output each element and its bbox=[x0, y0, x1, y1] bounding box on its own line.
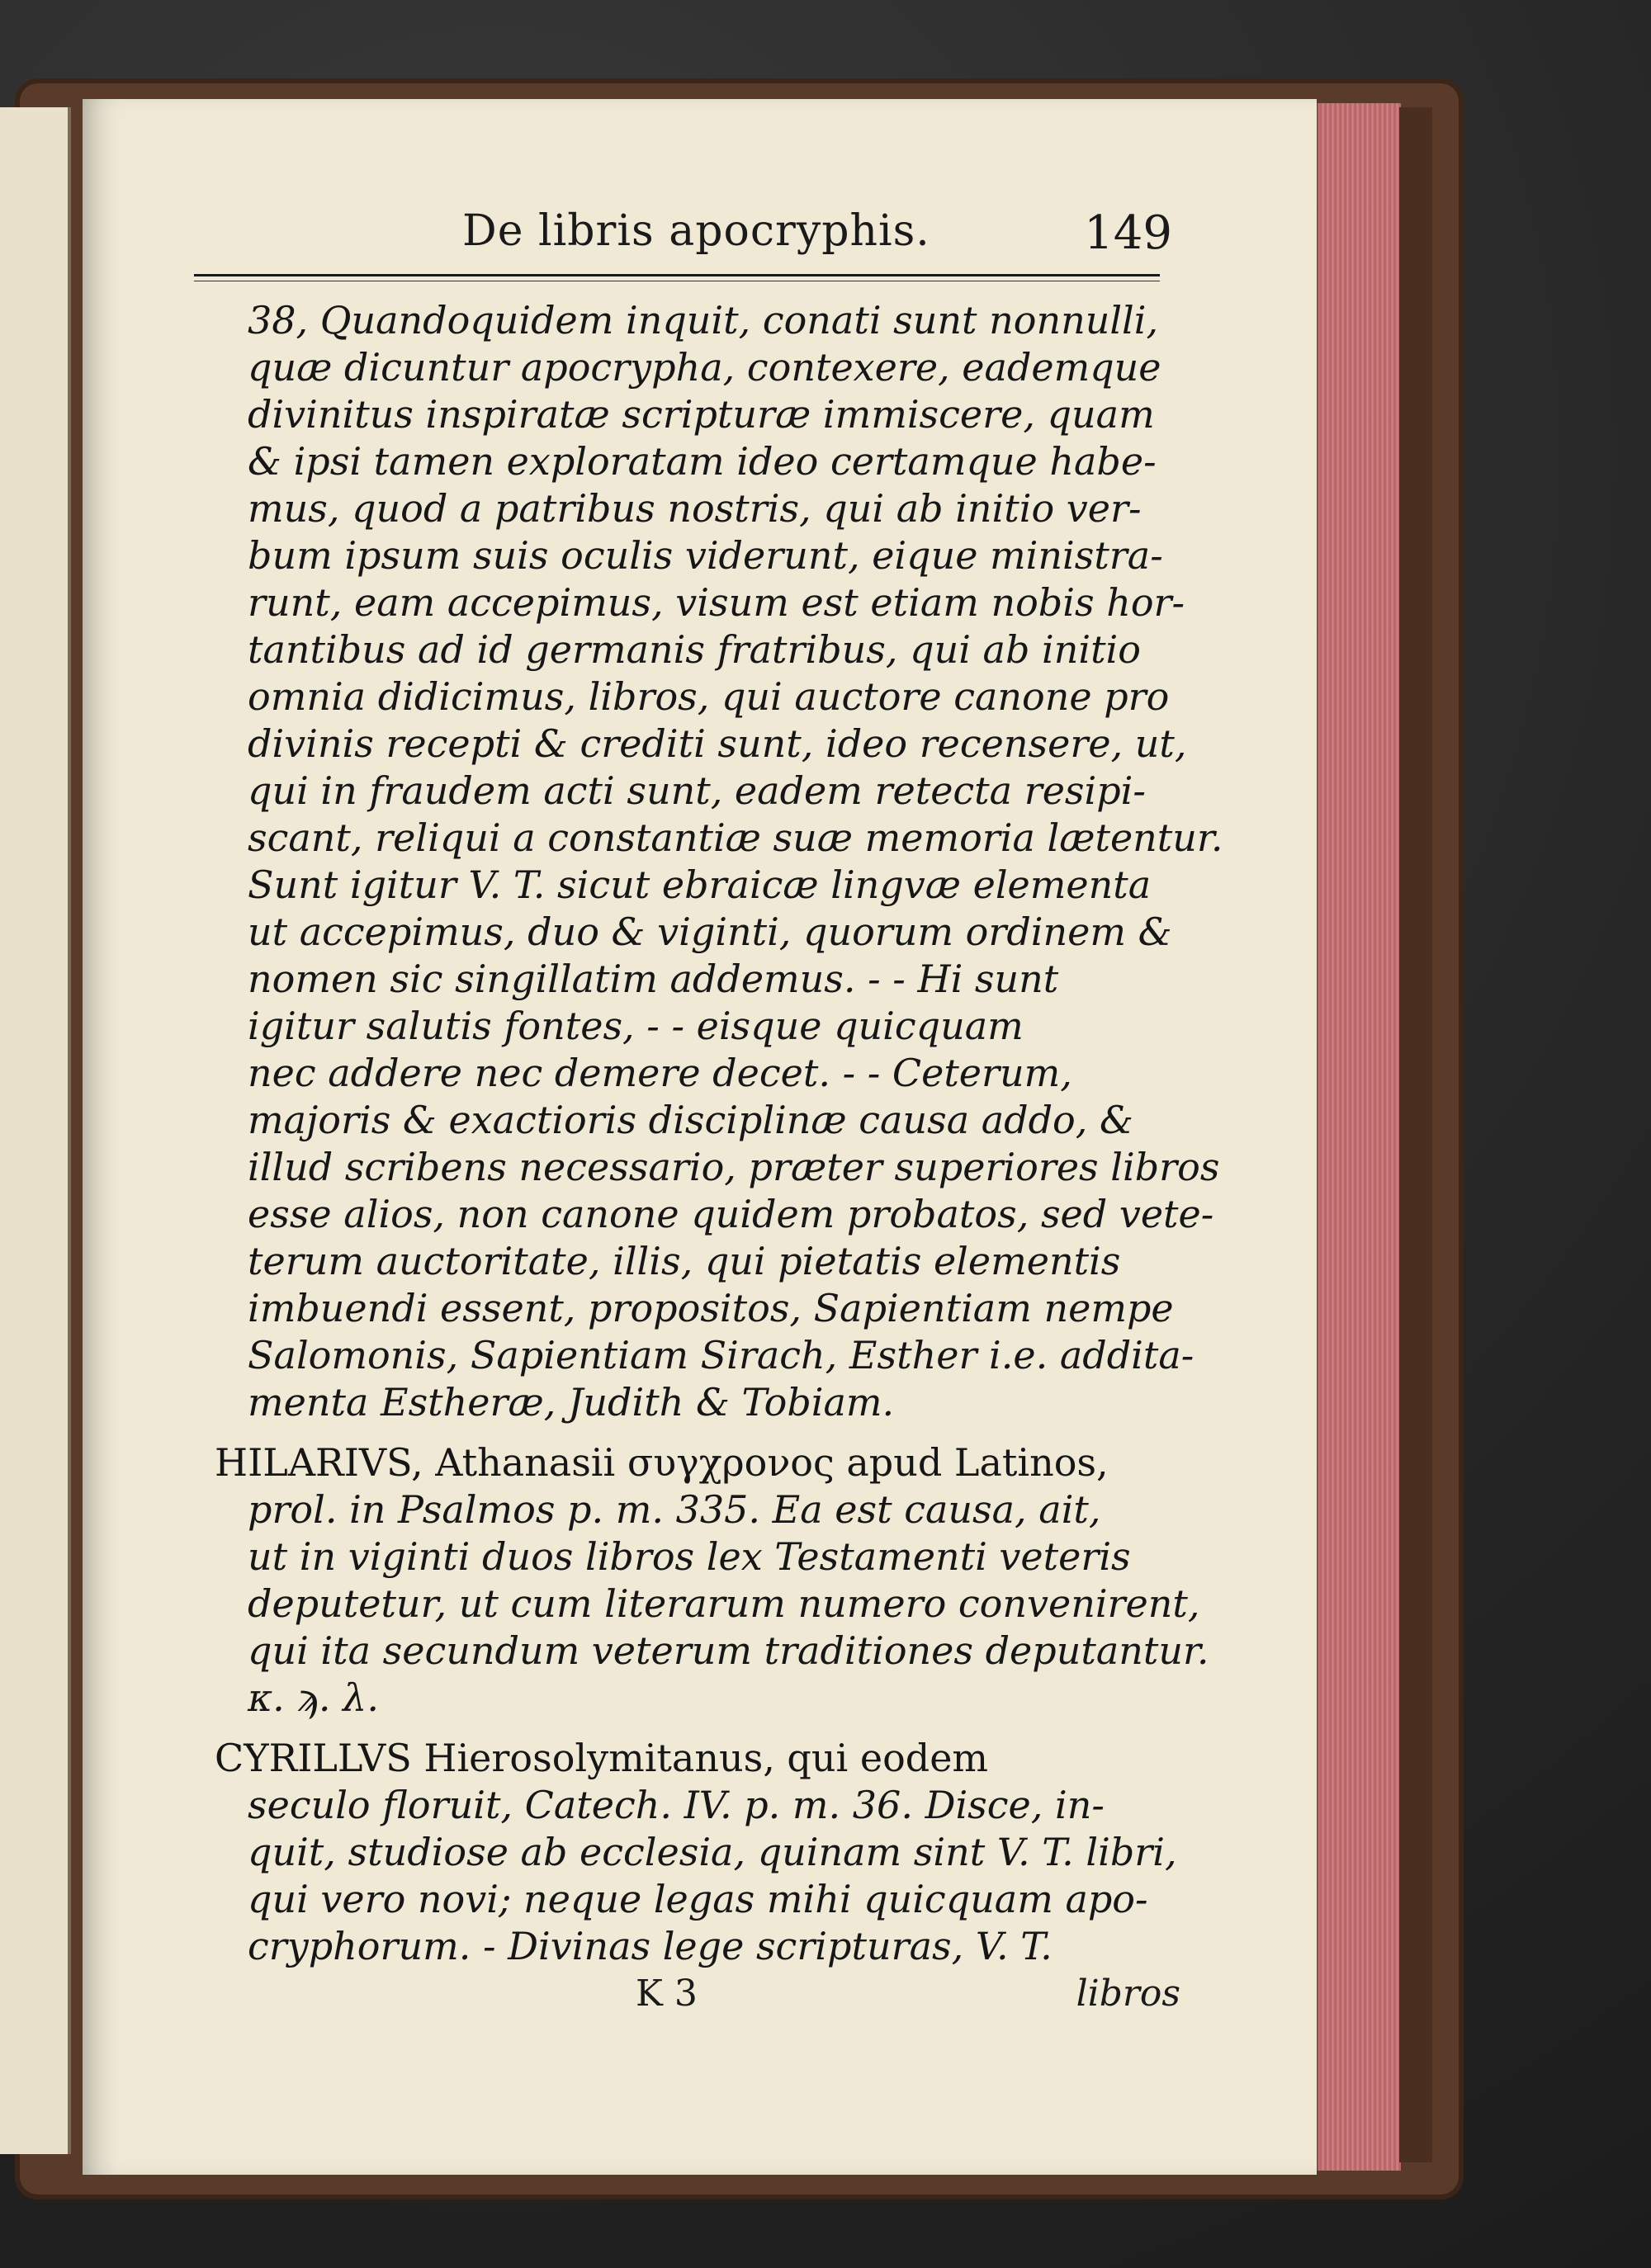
text-line: qui vero novi; neque legas mihi quicquam apo- bbox=[248, 1877, 1148, 1921]
cover-edge bbox=[1399, 107, 1432, 2162]
text-line: scant, reliqui a constantiæ suæ memoria lætentur. bbox=[248, 815, 1223, 860]
text-line: bum ipsum suis oculis viderunt, eique ministra- bbox=[248, 533, 1163, 578]
paragraph-1 bbox=[248, 297, 1223, 1426]
text-line: & ipsi tamen exploratam ideo certamque habe- bbox=[248, 439, 1157, 484]
paragraph-gap bbox=[248, 1426, 1180, 1439]
text-line: ut accepimus, duo & viginti, quorum ordinem & bbox=[248, 910, 1172, 954]
paragraph-head: CYRILLVS Hierosolymitanus, qui eodem bbox=[215, 1736, 989, 1780]
running-title: De libris apocryphis. bbox=[462, 206, 930, 256]
text-line: divinis recepti & crediti sunt, ideo recensere, ut, bbox=[248, 721, 1187, 766]
text-line: ut in viginti duos libros lex Testamenti veteris bbox=[248, 1534, 1131, 1579]
paragraph-2 bbox=[215, 1439, 1209, 1722]
page-footer bbox=[248, 1973, 1180, 2022]
text-line: menta Estheræ, Judith & Tobiam. bbox=[248, 1380, 895, 1425]
page-body bbox=[215, 297, 1223, 1970]
text-line: seculo floruit, Catech. IV. p. m. 36. Disce, in- bbox=[248, 1783, 1105, 1827]
text-line: deputetur, ut cum literarum numero convenirent, bbox=[248, 1581, 1200, 1626]
paragraph-3 bbox=[215, 1735, 1180, 1970]
paragraph-head: HILARIVS, Athanasii συγχρονος apud Latinos, bbox=[215, 1440, 1109, 1485]
text-line: Salomonis, Sapientiam Sirach, Esther i.e. addita- bbox=[248, 1333, 1194, 1377]
signature-mark: K 3 bbox=[636, 1973, 698, 2015]
text-line: igitur salutis fontes, - - eisque quicquam bbox=[248, 1004, 1024, 1048]
text-line: quæ dicuntur apocrypha, contexere, eademque bbox=[248, 345, 1161, 390]
text-line: qui ita secundum veterum traditiones deputantur. bbox=[248, 1628, 1209, 1673]
text-line: illud scribens necessario, præter superiores libros bbox=[248, 1145, 1220, 1189]
text-line: mus, quod a patribus nostris, qui ab initio ver- bbox=[248, 486, 1142, 531]
page-header bbox=[462, 206, 1172, 272]
text-line: prol. in Psalmos p. m. 335. Ea est causa, ait, bbox=[248, 1487, 1101, 1532]
text-line: imbuendi essent, propositos, Sapientiam nempe bbox=[248, 1286, 1174, 1330]
text-line: qui in fraudem acti sunt, eadem retecta resipi- bbox=[248, 768, 1146, 813]
text-line: nec addere nec demere decet. - - Ceterum, bbox=[248, 1051, 1072, 1095]
left-page-edge bbox=[0, 107, 71, 2154]
text-line: Sunt igitur V. T. sicut ebraicæ lingvæ elementa bbox=[248, 862, 1152, 907]
red-fore-edge bbox=[1317, 103, 1401, 2171]
text-line: nomen sic singillatim addemus. - - Hi sunt bbox=[248, 957, 1059, 1001]
text-line: κ. ϡ. λ. bbox=[248, 1675, 379, 1720]
page-number: 149 bbox=[1084, 206, 1172, 260]
text-line: 38, Quandoquidem inquit, conati sunt nonnulli, bbox=[248, 298, 1159, 343]
text-line: quit, studiose ab ecclesia, quinam sint V. T. libri, bbox=[248, 1830, 1177, 1874]
text-line: majoris & exactioris disciplinæ causa addo, & bbox=[248, 1098, 1133, 1142]
paragraph-gap bbox=[248, 1722, 1180, 1735]
text-line: omnia didicimus, libros, qui auctore canone pro bbox=[248, 674, 1170, 719]
text-line: tantibus ad id germanis fratribus, qui ab initio bbox=[248, 627, 1141, 672]
catchword: libros bbox=[1076, 1973, 1180, 2015]
text-line: divinitus inspiratæ scripturæ immiscere, quam bbox=[248, 392, 1155, 437]
header-rule bbox=[194, 274, 1160, 276]
text-line: esse alios, non canone quidem probatos, sed vete- bbox=[248, 1192, 1214, 1236]
text-line: terum auctoritate, illis, qui pietatis elementis bbox=[248, 1239, 1121, 1283]
text-line: runt, eam accepimus, visum est etiam nobis hor- bbox=[248, 580, 1185, 625]
text-line: cryphorum. - Divinas lege scripturas, V. T. bbox=[248, 1924, 1053, 1968]
